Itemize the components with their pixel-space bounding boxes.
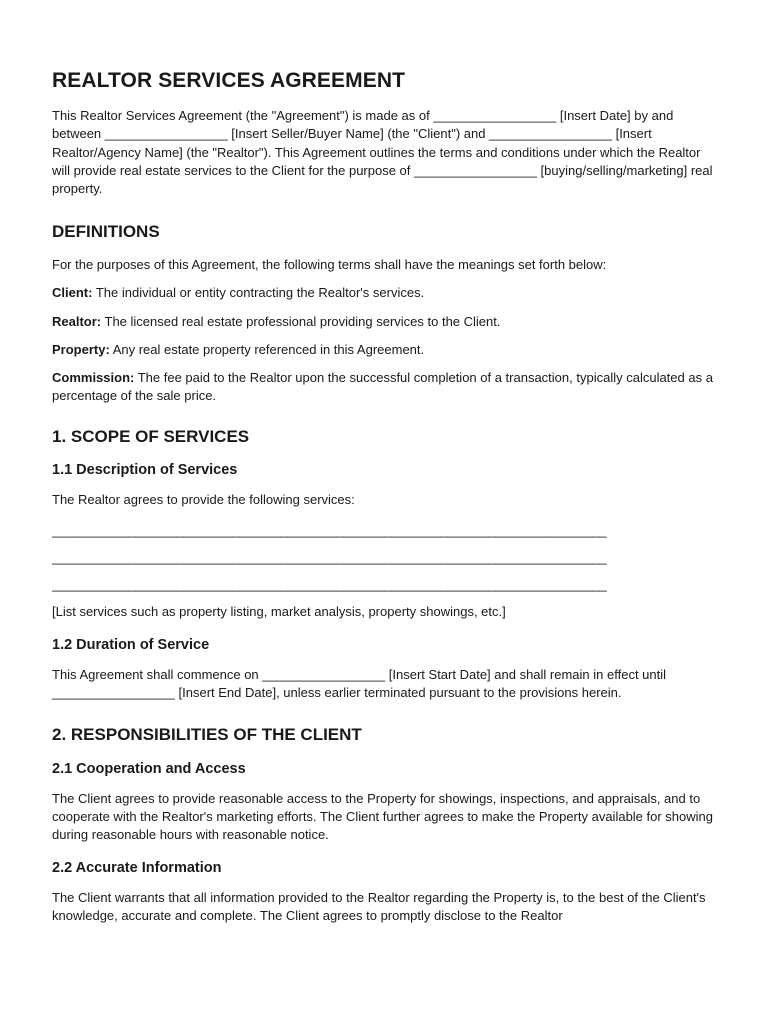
intro-paragraph: This Realtor Services Agreement (the "Agreement") is made as of _________________ [Insert Date] by and between _________________ [Insert Seller/Buyer Name] (the "Client") and _________________ [Insert Realtor/Agency Name] (the "Realtor"). This Agreement outlines the terms and conditions under which the Realtor will provide real estate services to the Client for the purpose of _________________ [buying/selling/marketing] real property. (52, 108, 713, 197)
services-blank-line: ________________________________________________________________________________ (52, 550, 607, 566)
description-lead: The Realtor agrees to provide the following services: (52, 492, 355, 508)
definition-text: Any real estate property referenced in this Agreement. (109, 341, 425, 357)
definitions-list (52, 284, 720, 405)
scope-heading: 1. SCOPE OF SERVICES (52, 426, 250, 446)
duration-heading: 1.2 Duration of Service (52, 636, 210, 653)
accurate-info-heading: 2.2 Accurate Information (52, 859, 222, 876)
definition-property (52, 341, 720, 359)
services-blank-line: ________________________________________________________________________________ (52, 523, 607, 539)
cooperation-paragraph: The Client agrees to provide reasonable access to the Property for showings, inspections, and appraisals, and to cooperate with the Realtor's marketing efforts. The Client further agrees to make the Property available for showing during reasonable hours with reasonable notice. (52, 790, 714, 843)
definition-text: The fee paid to the Realtor upon the successful completion of a transaction, typically calculated as a percentage of the sale price. (52, 370, 713, 404)
definition-client (52, 284, 720, 302)
definitions-lead: For the purposes of this Agreement, the following terms shall have the meanings set forth below: (52, 256, 607, 272)
document-title: REALTOR SERVICES AGREEMENT (52, 69, 406, 92)
document-page (52, 68, 720, 925)
definition-text: The individual or entity contracting the Realtor's services. (92, 285, 425, 301)
definition-realtor (52, 313, 720, 331)
definition-commission (52, 369, 720, 406)
duration-paragraph: This Agreement shall commence on _________________ [Insert Start Date] and shall remain in effect until _________________ [Insert End Date], unless earlier terminated pursuant to the provisions herein. (52, 666, 667, 701)
description-heading: 1.1 Description of Services (52, 461, 238, 478)
client-responsibilities-heading: 2. RESPONSIBILITIES OF THE CLIENT (52, 725, 362, 745)
definition-term: Property: (52, 341, 110, 357)
services-note: [List services such as property listing, market analysis, property showings, etc.] (52, 604, 506, 620)
definition-term: Commission: (52, 370, 135, 386)
definition-text: The licensed real estate professional providing services to the Client. (101, 313, 501, 329)
definition-term: Client: (52, 285, 93, 301)
definitions-heading: DEFINITIONS (52, 221, 160, 241)
cooperation-heading: 2.1 Cooperation and Access (52, 760, 246, 777)
definition-term: Realtor: (52, 313, 102, 329)
services-blank-line: ________________________________________________________________________________ (52, 577, 607, 593)
accurate-info-paragraph: The Client warrants that all information provided to the Realtor regarding the Property is, to the best of the Client's knowledge, accurate and complete. The Client agrees to promptly disclose to the Realtor (52, 889, 706, 924)
